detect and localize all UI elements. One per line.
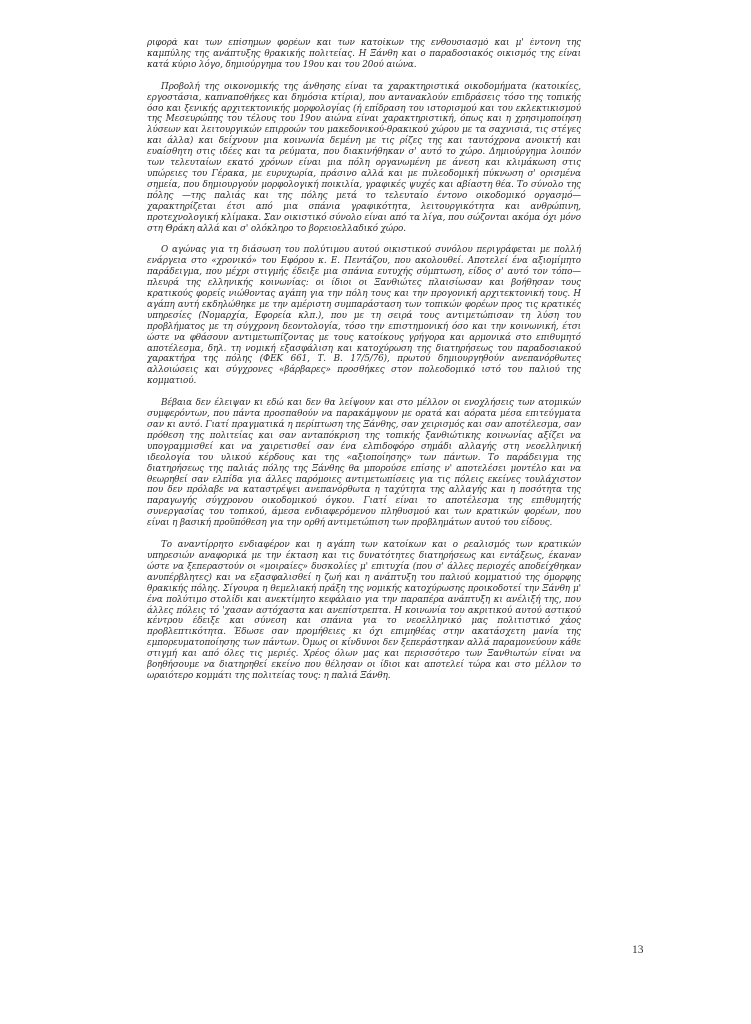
paragraph-2: Προβολή της οικονομικής της άνθησης είναι τα χαρακτηριστικά οικοδομήματα (κατοικίες, εργοστάσια, καπναποθήκες και δημόσια κτίρια), που αντανακλούν επιδράσεις τόσο της τοπικής όσο και ξενικής αρχιτεκτονικής μορφολογίας (ή επίδραση του ιστορισμού και του εκλεκτικισμού της Μεσευρώπης του τέλους του 19ου αιώνα είναι χαρακτηριστική, όπως και η χρησιμοποίηση λύσεων και λειτουργικών επιρροών του μακεδονικού-θρακικού χώρου με τα σαχνισιά, τις στέγες και άλλα) και δείχνουν μια κοινωνία δεμένη με τις ρίζες της και ταυτόχρονα ανοικτή και ευαίσθητη στις ιδέες και τα ρεύματα, που διακινήθηκαν σ' αυτό το χώρο. Δημιούργημα λοιπόν των τελευταίων εκατό χρόνων είναι μια πόλη οργανωμένη με άνεση και κλιμάκωση στις υπώρειες του Γέρακα, με ευρυχωρία, πράσινο αλλά και με πυλεοδομική πύκνωση σ' ορισμένα σημεία, που δημιουργούν μορφολογική ποικιλία, γραφικές ψυχές και αβίαστη θέα. Το σύνολο της πόλης —της παλιάς και της πόλης μετά το τελευταίο έντονο οικοδομικό οργασμό— χαρακτηρίζεται έτσι από μια σπάνια γραφικότητα, λειτουργικότητα και ανθρώπινη, προτεχνολογική κλίμακα. Σαν οικιστικό σύνολο είναι από τα λίγα, που σώζονται ακόμα όχι μόνο στη Θράκη αλλά και σ' ολόκληρο το βορειοελλαδικό χώρο. [147,81,581,234]
paragraph-3: Ο αγώνας για τη διάσωση του πολύτιμου αυτού οικιστικού συνόλου περιγράφεται με πολλή ενάργεια στο «χρονικό» του Εφόρου κ. Ε. Πεντάζου, που ακολουθεί. Αποτελεί ένα αξιομίμητο παράδειγμα, που μέχρι στιγμής έδειξε μια σπάνια ευτυχής σύμπτωση, είδος σ' αυτό τον τόπο—πλευρά της ελληνικής κοινωνίας: οι ίδιοι οι Ξανθιώτες πλαισίωσαν και βοήθησαν τους κρατικούς φορείς νιώθοντας αγάπη για την πόλη τους και την προγονική αρχιτεκτονική τους. Η αγάπη αυτή εκδηλώθηκε με την αμέριστη συμπαράσταση των τοπικών φορέων προς τις κρατικές υπηρεσίες (Νομαρχία, Εφορεία κλπ.), που με τη σειρά τους αντιμετώπισαν τη λύση του προβλήματος με τη σύγχρονη δεοντολογία, τόσο την επιστημονική όσο και την κοινωνική, έτσι ώστε να φθάσουν αντιμετωπίζοντας με τους κατοίκους γρήγορα και αρμονικά στο επιθυμητό αποτέλεσμα, δηλ. τη νομική εξασφάλιση και κατοχύρωση της διατηρήσεως του παραδοσιακού χαρακτήρα της πόλης (ΦΕΚ 661, Τ. Β. 17/5/76), πρωτού δημιουργηθούν ανεπανόρθωτες αλλοιώσεις και σύγχρονες «βάρβαρες» προσθήκες στον πολεοδομικό ιστό του παλιού της κομματιού. [147,245,581,387]
paragraph-1: ριφορά και των επίσημων φορέων και των κατοίκων της ενθουσιασμό και μ' έντονη της καμπύλης της ανάπτυξης θρακικής πολιτείας. Η Ξάνθη και ο παραδοσιακός οικισμός της είναι κατά κύριο λόγο, δημιούργημα του 19ου και του 20ού αιώνα. [147,38,581,70]
paragraph-5: Το αναντίρρητο ενδιαφέρον και η αγάπη των κατοίκων και ο ρεαλισμός των κρατικών υπηρεσιών αναφορικά με την έκταση και τις δυνατότητες διατηρήσεως και εντάξεως, έκαναν ώστε να ξεπεραστούν οι «μοιραίες» δυσκολίες μ' επιτυχία (που σ' άλλες περιοχές αποδείχθηκαν ανυπέρβλητες) και να εξασφαλισθεί η ζωή και η ανάπτυξη του παλιού κομματιού της όμορφης θρακικής πόλης. Σίγουρα η θεμελιακή πράξη της νομικής κατοχύρωσης προικοδοτεί την Ξάνθη μ' ένα πολύτιμο στολίδι και ανεκτίμητο κεφάλαιο για την παραπέρα ανάπτυξη κι ανέλιξή της, που άλλες πόλεις τό 'χασαν αστόχαστα και ανεπίστρεπτα. Η κοινωνία του ακριτικού αυτού αστικού κέντρου έδειξε και σύνεση και σπάνια για το νεοελληνικό μας πολιτιστικό χάος προβλεπτικότητα. Έδωσε σαν προμήθειες κι όχι επιμηθέας στην ακατάσχετη μανία της εμπορευματοποίησης των πάντων. Όμως οι κίνδυνοι δεν ξεπεράστηκαν αλλά παραμονεύουν κάθε στιγμή και από όλες τις μεριές. Χρέος όλων μας και περισσότερο των Ξανθιωτών είναι να βοηθήσουμε να διατηρηθεί εκείνο που θέλησαν οι ίδιοι και αποτελεί τώρα και στο μέλλον το ωραιότερο κομμάτι της πολιτείας τους: η παλιά Ξάνθη. [147,540,581,681]
paragraph-4: Βέβαια δεν έλειψαν κι εδώ και δεν θα λείψουν και στο μέλλον οι ενοχλήσεις των ατομικών συμφερόντων, που πάντα προσπαθούν να παρακάμψουν με ορατά και αόρατα μέσα επιτεύγματα σαν κι αυτό. Γιατί πραγματικά η περίπτωση της Ξάνθης, σαν χειρισμός και σαν αποτέλεσμα, σαν πρόθεση της πολιτείας και σαν ανταπόκριση της τοπικής ξανθιώτικης κοινωνίας αξίζει να υπογραμμισθεί και να χαιρετισθεί σαν ένα ελπιδοφόρο σημάδι αλλαγής στη νεοελληνική ιδεολογία του υλικού κέρδους και της «αξιοποίησης» των πάντων. Το παράδειγμα της διατηρήσεως της παλιάς πόλης της Ξάνθης θα μπορούσε επίσης ν' αποτελέσει μοντέλο και να θεωρηθεί σαν ελπίδα για άλλες παρόμοιες αντιμετωπίσεις για τις πόλεις εκείνες τουλάχιστον που δεν πρόλαβε να καταστρέψει ανεπανόρθωτα η ταχύτητα της αλλαγής και η ποσότητα της παραγωγής σύγχρονου οικοδομικού όγκου. Γιατί είναι το αποτέλεσμα της επιθυμητής συνεργασίας του τοπικού, άμεσα ενδιαφερόμενου πληθυσμού και των κρατικών φορέων, που είναι η βασική προϋπόθεση για την ορθή αντιμετώπιση των προβλημάτων αυτού του είδους. [147,398,581,529]
text-column [147,38,581,798]
page-number: 13 [632,944,644,956]
